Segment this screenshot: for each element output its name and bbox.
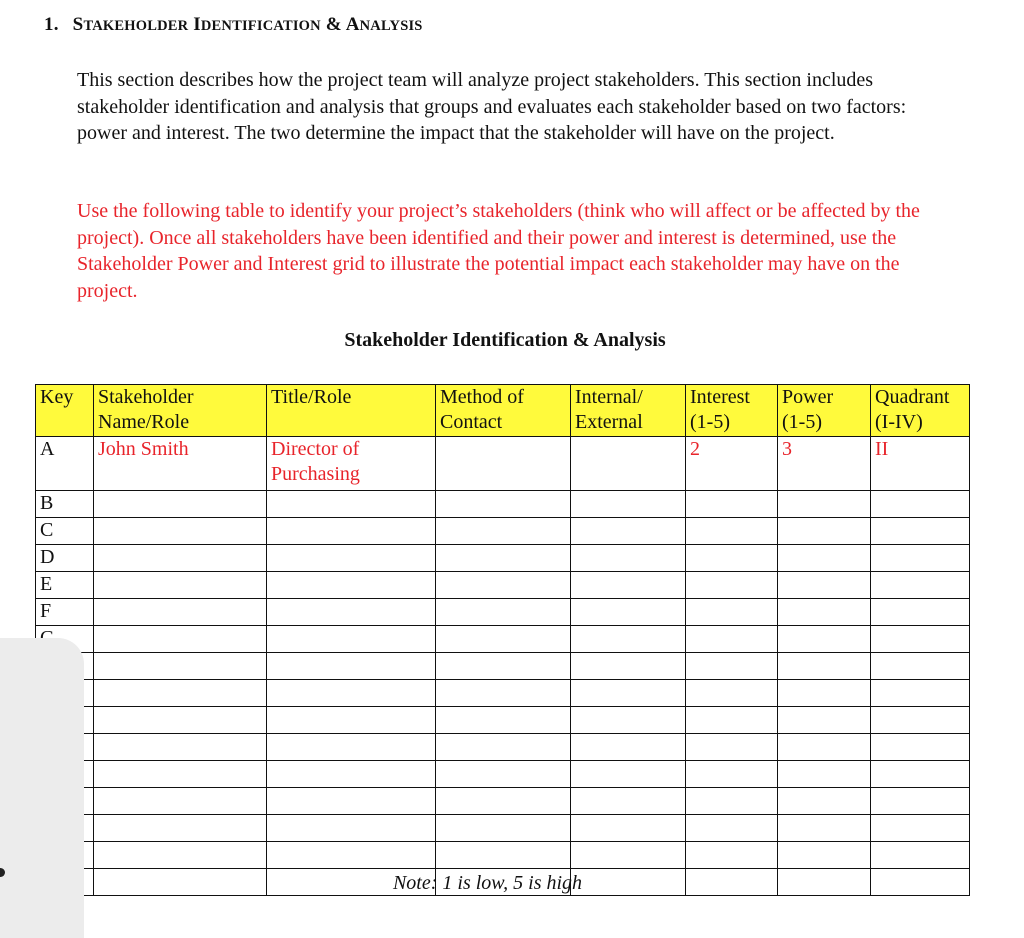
key-cell: A: [36, 437, 94, 491]
overlay-panel: [0, 638, 84, 938]
header-method: Method of Contact: [436, 385, 571, 437]
table-row: [36, 734, 970, 761]
quadrant-cell: [871, 518, 970, 545]
table-header-row: [36, 385, 970, 437]
title-cell: [267, 518, 436, 545]
table-row: [36, 437, 970, 491]
method-cell: [436, 707, 571, 734]
method-cell: [436, 572, 571, 599]
internal-cell: [571, 680, 686, 707]
power-cell: [778, 734, 871, 761]
internal-cell: [571, 599, 686, 626]
instruction-paragraph: Use the following table to identify your project’s stakeholders (think who will affect or be affected by the project). Once all stakeholders have been identified and their power and interest is determined, use the Stakeholder Power and Interest grid to illustrate the potential impact each stakeholder may have on the project.: [77, 200, 920, 302]
power-cell: [778, 842, 871, 869]
internal-cell: [571, 491, 686, 518]
method-cell: [436, 545, 571, 572]
power-cell: [778, 572, 871, 599]
power-cell: [778, 518, 871, 545]
title-cell: [267, 761, 436, 788]
method-cell: [436, 815, 571, 842]
key-cell: B: [36, 491, 94, 518]
method-cell: [436, 680, 571, 707]
power-cell: [778, 491, 871, 518]
power-cell: 3: [778, 437, 871, 491]
name-cell: [94, 842, 267, 869]
method-cell: [436, 437, 571, 491]
name-cell: [94, 653, 267, 680]
interest-cell: [686, 707, 778, 734]
name-cell: [94, 626, 267, 653]
power-cell: [778, 707, 871, 734]
title-cell: [267, 545, 436, 572]
table-row: [36, 491, 970, 518]
internal-cell: [571, 788, 686, 815]
header-internal-external: Internal/ External: [571, 385, 686, 437]
interest-cell: [686, 518, 778, 545]
title-cell: [267, 707, 436, 734]
name-cell: [94, 788, 267, 815]
table-note: Note: 1 is low, 5 is high: [392, 872, 583, 894]
power-cell: [778, 680, 871, 707]
power-cell: [778, 788, 871, 815]
interest-cell: [686, 761, 778, 788]
internal-cell: [571, 626, 686, 653]
interest-cell: [686, 815, 778, 842]
header-interest: Interest (1-5): [686, 385, 778, 437]
title-cell: [267, 815, 436, 842]
section-heading: [44, 14, 423, 36]
method-cell: [436, 761, 571, 788]
quadrant-cell: [871, 734, 970, 761]
table-row: [36, 815, 970, 842]
header-title-role: Title/Role: [267, 385, 436, 437]
quadrant-cell: [871, 545, 970, 572]
method-cell: [436, 491, 571, 518]
internal-cell: [571, 437, 686, 491]
method-cell: [436, 842, 571, 869]
name-cell: [94, 572, 267, 599]
quadrant-cell: [871, 599, 970, 626]
power-cell: [778, 761, 871, 788]
key-cell: C: [36, 518, 94, 545]
interest-cell: [686, 680, 778, 707]
title-cell: [267, 572, 436, 599]
internal-cell: [571, 572, 686, 599]
name-cell: [94, 599, 267, 626]
interest-cell: [686, 545, 778, 572]
method-cell: [436, 653, 571, 680]
method-cell: [436, 734, 571, 761]
power-cell: [778, 545, 871, 572]
interest-cell: [686, 842, 778, 869]
internal-cell: [571, 545, 686, 572]
table-title: Stakeholder Identification & Analysis: [344, 329, 666, 351]
key-cell: D: [36, 545, 94, 572]
key-cell: E: [36, 572, 94, 599]
table-row: [36, 518, 970, 545]
internal-cell: [571, 707, 686, 734]
title-cell: [267, 653, 436, 680]
quadrant-cell: II: [871, 437, 970, 491]
interest-cell: [686, 572, 778, 599]
table-row: [36, 788, 970, 815]
quadrant-cell: [871, 626, 970, 653]
header-quadrant: Quadrant (I-IV): [871, 385, 970, 437]
name-cell: John Smith: [94, 437, 267, 491]
name-cell: [94, 680, 267, 707]
description-paragraph: This section describes how the project team will analyze project stakeholders. This section includes stakeholder identification and analysis that groups and evaluates each stakeholder based on two factors: power and interest. The two determine the impact that the stakeholder will have on the project.: [77, 69, 907, 144]
title-cell: [267, 734, 436, 761]
quadrant-cell: [871, 491, 970, 518]
section-title: STAKEHOLDER IDENTIFICATION & ANALYSIS: [72, 14, 423, 35]
interest-cell: [686, 626, 778, 653]
name-cell: [94, 815, 267, 842]
title-cell: [267, 842, 436, 869]
quadrant-cell: [871, 653, 970, 680]
method-cell: [436, 599, 571, 626]
interest-cell: 2: [686, 437, 778, 491]
name-cell: [94, 761, 267, 788]
interest-cell: [686, 653, 778, 680]
title-cell: [267, 788, 436, 815]
stakeholder-table: [35, 384, 970, 896]
internal-cell: [571, 842, 686, 869]
power-cell: [778, 626, 871, 653]
internal-cell: [571, 518, 686, 545]
table-row: [36, 572, 970, 599]
table-row: [36, 653, 970, 680]
title-cell: [267, 626, 436, 653]
quadrant-cell: [871, 761, 970, 788]
name-cell: [94, 518, 267, 545]
header-stakeholder: Stakeholder Name/Role: [94, 385, 267, 437]
interest-cell: [686, 734, 778, 761]
power-cell: [778, 599, 871, 626]
title-cell: [267, 599, 436, 626]
quadrant-cell: [871, 842, 970, 869]
title-cell: Director of Purchasing: [267, 437, 436, 491]
section-number: 1.: [44, 14, 59, 35]
quadrant-cell: [871, 680, 970, 707]
internal-cell: [571, 734, 686, 761]
table-row: [36, 545, 970, 572]
quadrant-cell: [871, 572, 970, 599]
internal-cell: [571, 815, 686, 842]
interest-cell: [686, 599, 778, 626]
name-cell: [94, 707, 267, 734]
header-key: Key: [36, 385, 94, 437]
quadrant-cell: [871, 788, 970, 815]
title-cell: [267, 680, 436, 707]
internal-cell: [571, 761, 686, 788]
table-row: [36, 680, 970, 707]
method-cell: [436, 626, 571, 653]
table-row: [36, 626, 970, 653]
quadrant-cell: [871, 815, 970, 842]
table-row: [36, 707, 970, 734]
table-row: [36, 842, 970, 869]
internal-cell: [571, 653, 686, 680]
power-cell: [778, 815, 871, 842]
title-cell: [267, 491, 436, 518]
interest-cell: [686, 788, 778, 815]
key-cell: F: [36, 599, 94, 626]
name-cell: [94, 734, 267, 761]
name-cell: [94, 491, 267, 518]
table-row: [36, 761, 970, 788]
table-row: [36, 599, 970, 626]
interest-cell: [686, 491, 778, 518]
header-power: Power (1-5): [778, 385, 871, 437]
power-cell: [778, 653, 871, 680]
quadrant-cell: [871, 707, 970, 734]
method-cell: [436, 518, 571, 545]
name-cell: [94, 545, 267, 572]
method-cell: [436, 788, 571, 815]
